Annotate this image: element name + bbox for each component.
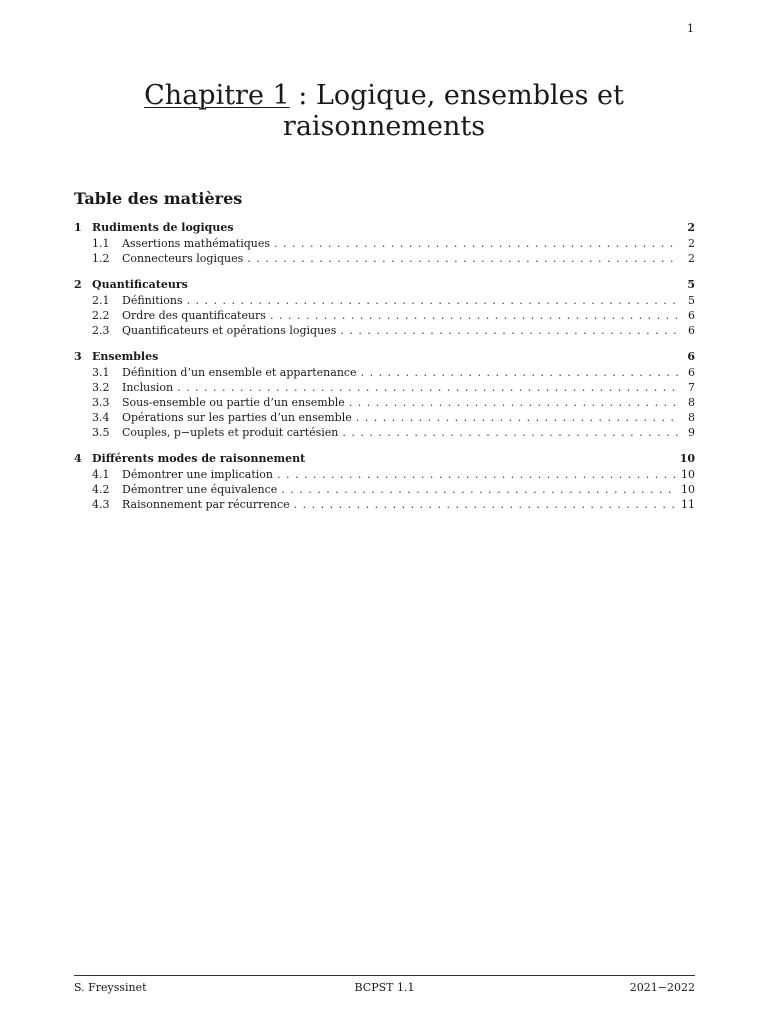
toc-subsection-number: 3.1 (92, 366, 110, 379)
toc-subsection-entry[interactable] (74, 251, 695, 266)
toc-section-label: Rudiments de logiques (92, 221, 234, 234)
toc-subsection-entry[interactable] (74, 323, 695, 338)
chapter-title-line1: : Logique, ensembles et (289, 80, 624, 112)
toc-section (74, 277, 695, 338)
toc-subsection-page: 9 (688, 426, 695, 439)
table-of-contents (74, 220, 695, 523)
toc-subsection-label: Opérations sur les parties d’un ensemble (122, 411, 352, 424)
toc-section (74, 220, 695, 266)
page-footer (74, 981, 695, 994)
toc-subsection-label: Sous-ensemble ou partie d’un ensemble (122, 396, 345, 409)
page-number: 1 (687, 22, 694, 35)
toc-subsection-entry[interactable] (74, 380, 695, 395)
toc-subsection-label: Définitions (122, 294, 183, 307)
toc-subsection-number: 4.3 (92, 498, 110, 511)
toc-subsection-page: 5 (688, 294, 695, 307)
footer-year: 2021−2022 (629, 981, 695, 994)
toc-section-entry[interactable] (74, 349, 695, 365)
toc-subsection-number: 2.2 (92, 309, 110, 322)
toc-leader-dots (177, 380, 679, 395)
toc-leader-dots (274, 236, 679, 251)
toc-subsection-label: Démontrer une équivalence (122, 483, 278, 496)
toc-subsection-number: 3.5 (92, 426, 110, 439)
toc-subsection-label: Connecteurs logiques (122, 252, 244, 265)
toc-section-entry[interactable] (74, 277, 695, 293)
toc-leader-dots (342, 425, 679, 440)
toc-subsection-page: 7 (688, 381, 695, 394)
toc-subsection-number: 4.1 (92, 468, 110, 481)
toc-subsection-label: Couples, p−uplets et produit cartésien (122, 426, 339, 439)
toc-subsection-page: 2 (688, 237, 695, 250)
toc-leader-dots (277, 467, 677, 482)
toc-subsection-number: 1.2 (92, 252, 110, 265)
footer-class: BCPST 1.1 (354, 981, 415, 994)
toc-subsection-entry[interactable] (74, 395, 695, 410)
toc-section-number: 1 (74, 221, 82, 234)
toc-subsection-entry[interactable] (74, 410, 695, 425)
toc-subsection-page: 6 (688, 366, 695, 379)
chapter-title-line2: raisonnements (282, 111, 486, 143)
toc-subsection-page: 8 (688, 411, 695, 424)
chapter-number-link[interactable]: Chapitre 1 (144, 80, 290, 112)
toc-section-number: 4 (74, 452, 82, 465)
toc-section-entry[interactable] (74, 220, 695, 236)
toc-leader-dots (294, 497, 677, 512)
toc-subsection-entry[interactable] (74, 467, 695, 482)
toc-leader-dots (270, 308, 679, 323)
toc-subsection-entry[interactable] (74, 497, 695, 512)
toc-heading: Table des matières (74, 189, 243, 208)
toc-leader-dots (361, 365, 679, 380)
footer-rule (74, 975, 695, 976)
toc-subsection-label: Inclusion (122, 381, 174, 394)
toc-subsection-page: 8 (688, 396, 695, 409)
toc-section-page: 6 (687, 350, 695, 363)
toc-subsection-page: 11 (681, 498, 695, 511)
toc-subsection-label: Ordre des quantificateurs (122, 309, 266, 322)
toc-subsection-page: 10 (681, 468, 695, 481)
toc-subsection-label: Quantificateurs et opérations logiques (122, 324, 337, 337)
toc-section-label: Quantificateurs (92, 278, 188, 291)
toc-subsection-entry[interactable] (74, 365, 695, 380)
chapter-title (74, 80, 694, 142)
toc-section-entry[interactable] (74, 451, 695, 467)
toc-leader-dots (247, 251, 679, 266)
footer-author: S. Freyssinet (74, 981, 147, 994)
toc-subsection-number: 3.3 (92, 396, 110, 409)
toc-subsection-number: 4.2 (92, 483, 110, 496)
toc-section-number: 3 (74, 350, 82, 363)
toc-subsection-number: 3.4 (92, 411, 110, 424)
toc-subsection-number: 3.2 (92, 381, 110, 394)
toc-subsection-number: 2.1 (92, 294, 110, 307)
toc-leader-dots (349, 395, 679, 410)
toc-subsection-entry[interactable] (74, 482, 695, 497)
toc-subsection-page: 6 (688, 324, 695, 337)
toc-section (74, 451, 695, 512)
toc-subsection-entry[interactable] (74, 308, 695, 323)
toc-section-label: Différents modes de raisonnement (92, 452, 306, 465)
toc-subsection-number: 2.3 (92, 324, 110, 337)
toc-subsection-entry[interactable] (74, 425, 695, 440)
toc-leader-dots (187, 293, 679, 308)
toc-section (74, 349, 695, 440)
toc-subsection-label: Démontrer une implication (122, 468, 273, 481)
toc-subsection-number: 1.1 (92, 237, 110, 250)
toc-subsection-label: Assertions mathématiques (122, 237, 271, 250)
toc-section-number: 2 (74, 278, 82, 291)
toc-subsection-entry[interactable] (74, 236, 695, 251)
toc-subsection-label: Définition d’un ensemble et appartenance (122, 366, 357, 379)
toc-subsection-label: Raisonnement par récurrence (122, 498, 290, 511)
toc-leader-dots (356, 410, 679, 425)
toc-section-page: 10 (679, 452, 695, 465)
toc-section-page: 5 (687, 278, 695, 291)
toc-leader-dots (281, 482, 677, 497)
toc-subsection-entry[interactable] (74, 293, 695, 308)
toc-subsection-page: 10 (681, 483, 695, 496)
toc-subsection-page: 2 (688, 252, 695, 265)
toc-section-page: 2 (687, 221, 695, 234)
toc-section-label: Ensembles (92, 350, 159, 363)
toc-leader-dots (340, 323, 679, 338)
toc-subsection-page: 6 (688, 309, 695, 322)
